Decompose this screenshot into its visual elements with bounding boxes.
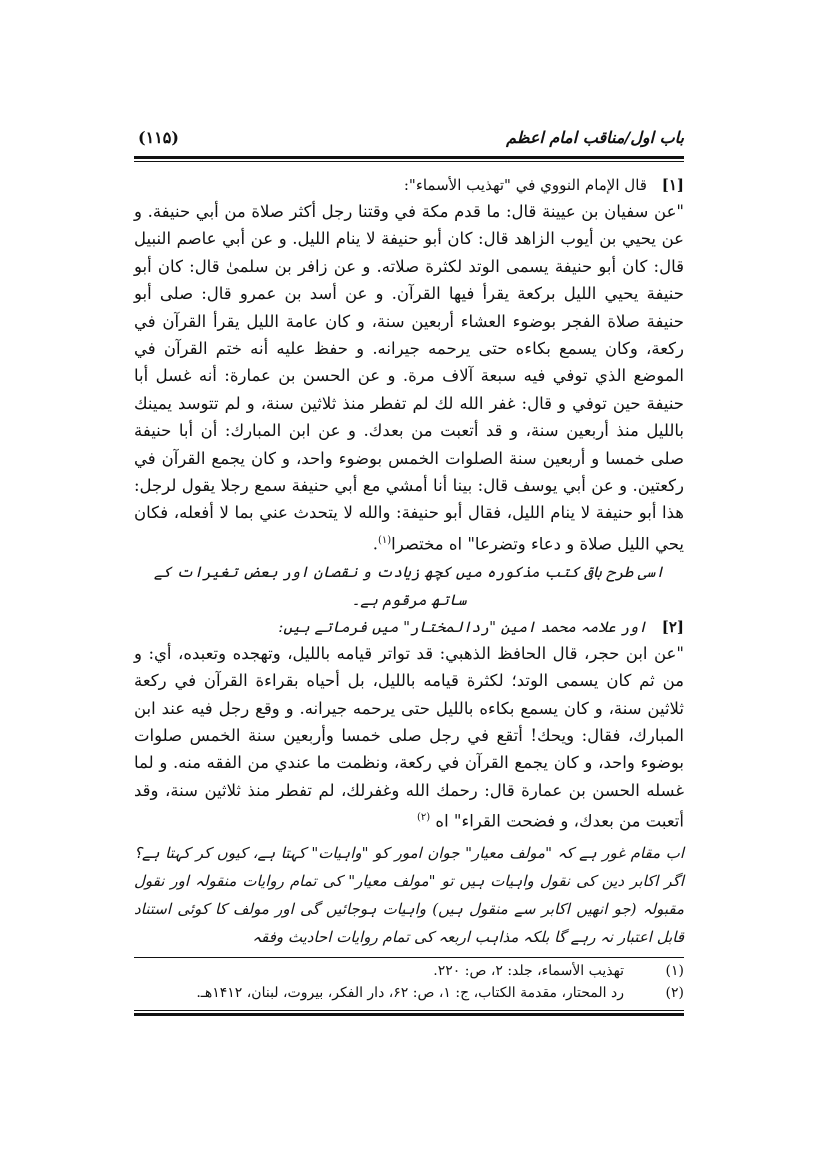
urdu-paragraph: اب مقام غور ہے کہ "مولف معیار" جوان امور کو "واہیات" کہتا ہے، کیوں کر کہتا ہے؟ اگر اکابر دین کی نقول واہیات ہیں تو "مولف معیار" کی تمام روایات منقولہ اور نقول مقبولہ (جو انھیں اکابر سے منقول ہیں) واہیات ہوجائیں گی اور مولف کا کوئی استناد قابل اعتبار نہ رہے گا بلکہ مذاہب اربعہ کی تمام روایات احادیث وفقہ [134, 844, 684, 947]
footnote [134, 982, 684, 1004]
footnote-number: (۲) [665, 985, 684, 1002]
section-2-text [134, 640, 684, 835]
footnote-ref-1: (۱) [377, 534, 392, 546]
section-1-number: [۱] [661, 176, 684, 194]
footnote-number: (۱) [665, 963, 684, 980]
section-1-body: "عن سفيان بن عيينة قال: ما قدم مكة في وقتنا رجل أكثر صلاة من أبي حنيفة. و عن يحيي بن أيوب الزاهد قال: كان أبو حنيفة لا ينام الليل. و عن أبي عاصم النبيل قال: كان أبو حنيفة يسمى الوتد لكثرة صلاته. و عن زافر بن سلمىٰ قال: كان أبو حنيفة يحيي الليل بركعة يقرأ فيها القرآن. و عن أسد بن عمرو قال: صلى أبو حنيفة صلاة الفجر بوضوء العشاء أربعين سنة، و كان عامة الليل يقرأ القرآن في ركعة، وكان يسمع بكاءه حتى يرحمه جيرانه. و حفظ عليه أنه ختم القرآن في الموضع الذي توفي فيه سبعة آلاف مرة. و عن الحسن بن عمارة: أنه غسل أبا حنيفة حين توفي و قال: غفر الله لك لم تفطر منذ ثلاثين سنة، و لم تتوسد يمينك بالليل منذ أربعين سنة، و قد أتعبت من بعدك. و عن ابن المبارك: أن أبا حنيفة صلى خمسا و أربعين سنة الصلوات الخمس بوضوء واحد، و كان يجمع القرآن في ركعتين. و عن أبي يوسف قال: بينا أنا أمشي مع أبي حنيفة سمع رجلا يقول لرجل: هذا أبو حنيفة لا ينام الليل، فقال أبو حنيفة: والله لا يتحدث عني بما لا أفعله، فكان يحي الليل صلاة و دعاء وتضرعا" اه مختصرا [134, 202, 684, 554]
footnotes [134, 960, 684, 1004]
header-rule-thin [134, 161, 684, 162]
footnote-text: رد المحتار، مقدمة الكتاب، ج: ۱، ص: ۶۲، دار الفكر، بيروت، لبنان، ۱۴۱۲هـ. [196, 985, 624, 1002]
section-1-title: قال الإمام النووي في "تهذيب الأسماء": [403, 176, 647, 194]
footnote-rule [134, 957, 684, 958]
section-1-heading [134, 172, 684, 198]
footnote-ref-2: (۲) [416, 812, 431, 824]
section-2-heading [134, 614, 684, 640]
footer-rule [134, 1013, 684, 1016]
urdu-note: اسی طرح باقی کتب مذکورہ میں کچھ زیادت و نقصان اور بعض تغیرات کے ساتھ مرقوم ہے۔ [153, 562, 665, 609]
footnote-text: تهذيب الأسماء، جلد: ۲، ص: ۲۲۰. [433, 963, 624, 980]
section-1-text: "عن سفيان بن عيينة قال: ما قدم مكة في وقتنا رجل أكثر صلاة من أبي حنيفة. و عن يحيي بن أيوب الزاهد قال: كان أبو حنيفة لا ينام الليل. و عن أبي عاصم النبيل قال: كان أبو حنيفة يسمى الوتد لكثرة صلاته. و عن زافر بن سلمىٰ قال: كان أبو حنيفة يحيي الليل بركعة يقرأ فيها القرآن. و عن أسد بن عمرو قال: صلى أبو حنيفة صلاة الفجر بوضوء العشاء أربعين سنة، و كان عامة الليل يقرأ القرآن في ركعة، وكان يسمع بكاءه حتى يرحمه جيرانه. و حفظ عليه أنه ختم القرآن في الموضع الذي توفي فيه سبعة آلاف مرة. و عن الحسن بن عمارة: أنه غسل أبا حنيفة حين توفي و قال: غفر الله لك لم تفطر منذ ثلاثين سنة، و لم تتوسد يمينك بالليل منذ أربعين سنة، و قد أتعبت من بعدك. و عن ابن المبارك: أن أبا حنيفة صلى خمسا و أربعين سنة الصلوات الخمس بوضوء واحد، و كان يجمع القرآن في ركعتين. و عن أبي يوسف قال: بينا أنا أمشي مع أبي حنيفة سمع رجلا يقول لرجل: هذا أبو حنيفة لا ينام الليل، فقال أبو حنيفة: والله لا يتحدث عني بما لا أفعله، فكان يحي الليل صلاة و دعاء وتضرعا" اه مختصرا$^{(۱)}$. [134, 202, 684, 554]
page-header [134, 128, 684, 154]
footnote [134, 960, 684, 982]
header-rule [134, 156, 684, 159]
section-2-body: "عن ابن حجر، قال الحافظ الذهبي: قد تواتر قيامه بالليل، وتهجده وتعبده، أي: و من ثم كان يسمى الوتد؛ لكثرة قيامه بالليل، بل أحياه بقراءة القرآن في ركعة ثلاثين سنة، و كان يسمع بكاءه بالليل حتى يرحمه جيرانه. و وقع رجل فيه عند ابن المبارك، فقال: ويحك! أتقع في رجل صلى خمسا وأربعين سنة الخمس صلوات بوضوء واحد، و كان يجمع القرآن في ركعة، ونظمت ما عندي من الفقه منه. و لما غسله الحسن بن عمارة قال: رحمك الله وغفرلك، لم تفطر منذ ثلاثين سنة، وقد أتعبت من بعدك، و فضحت القراء" اه [134, 643, 684, 831]
page [134, 128, 684, 1016]
footer-rules [134, 1010, 684, 1016]
footer-rule-thin [134, 1010, 684, 1011]
section-2-number: [۲] [661, 617, 684, 636]
section-2-title: اور علامہ محمد امین "ردالمختار" میں فرماتے ہیں: [278, 617, 647, 636]
chapter-title: باب اول/مناقب امام اعظم [506, 128, 684, 147]
main-content [134, 172, 684, 1016]
page-number: (۱۱۵) [138, 128, 179, 147]
